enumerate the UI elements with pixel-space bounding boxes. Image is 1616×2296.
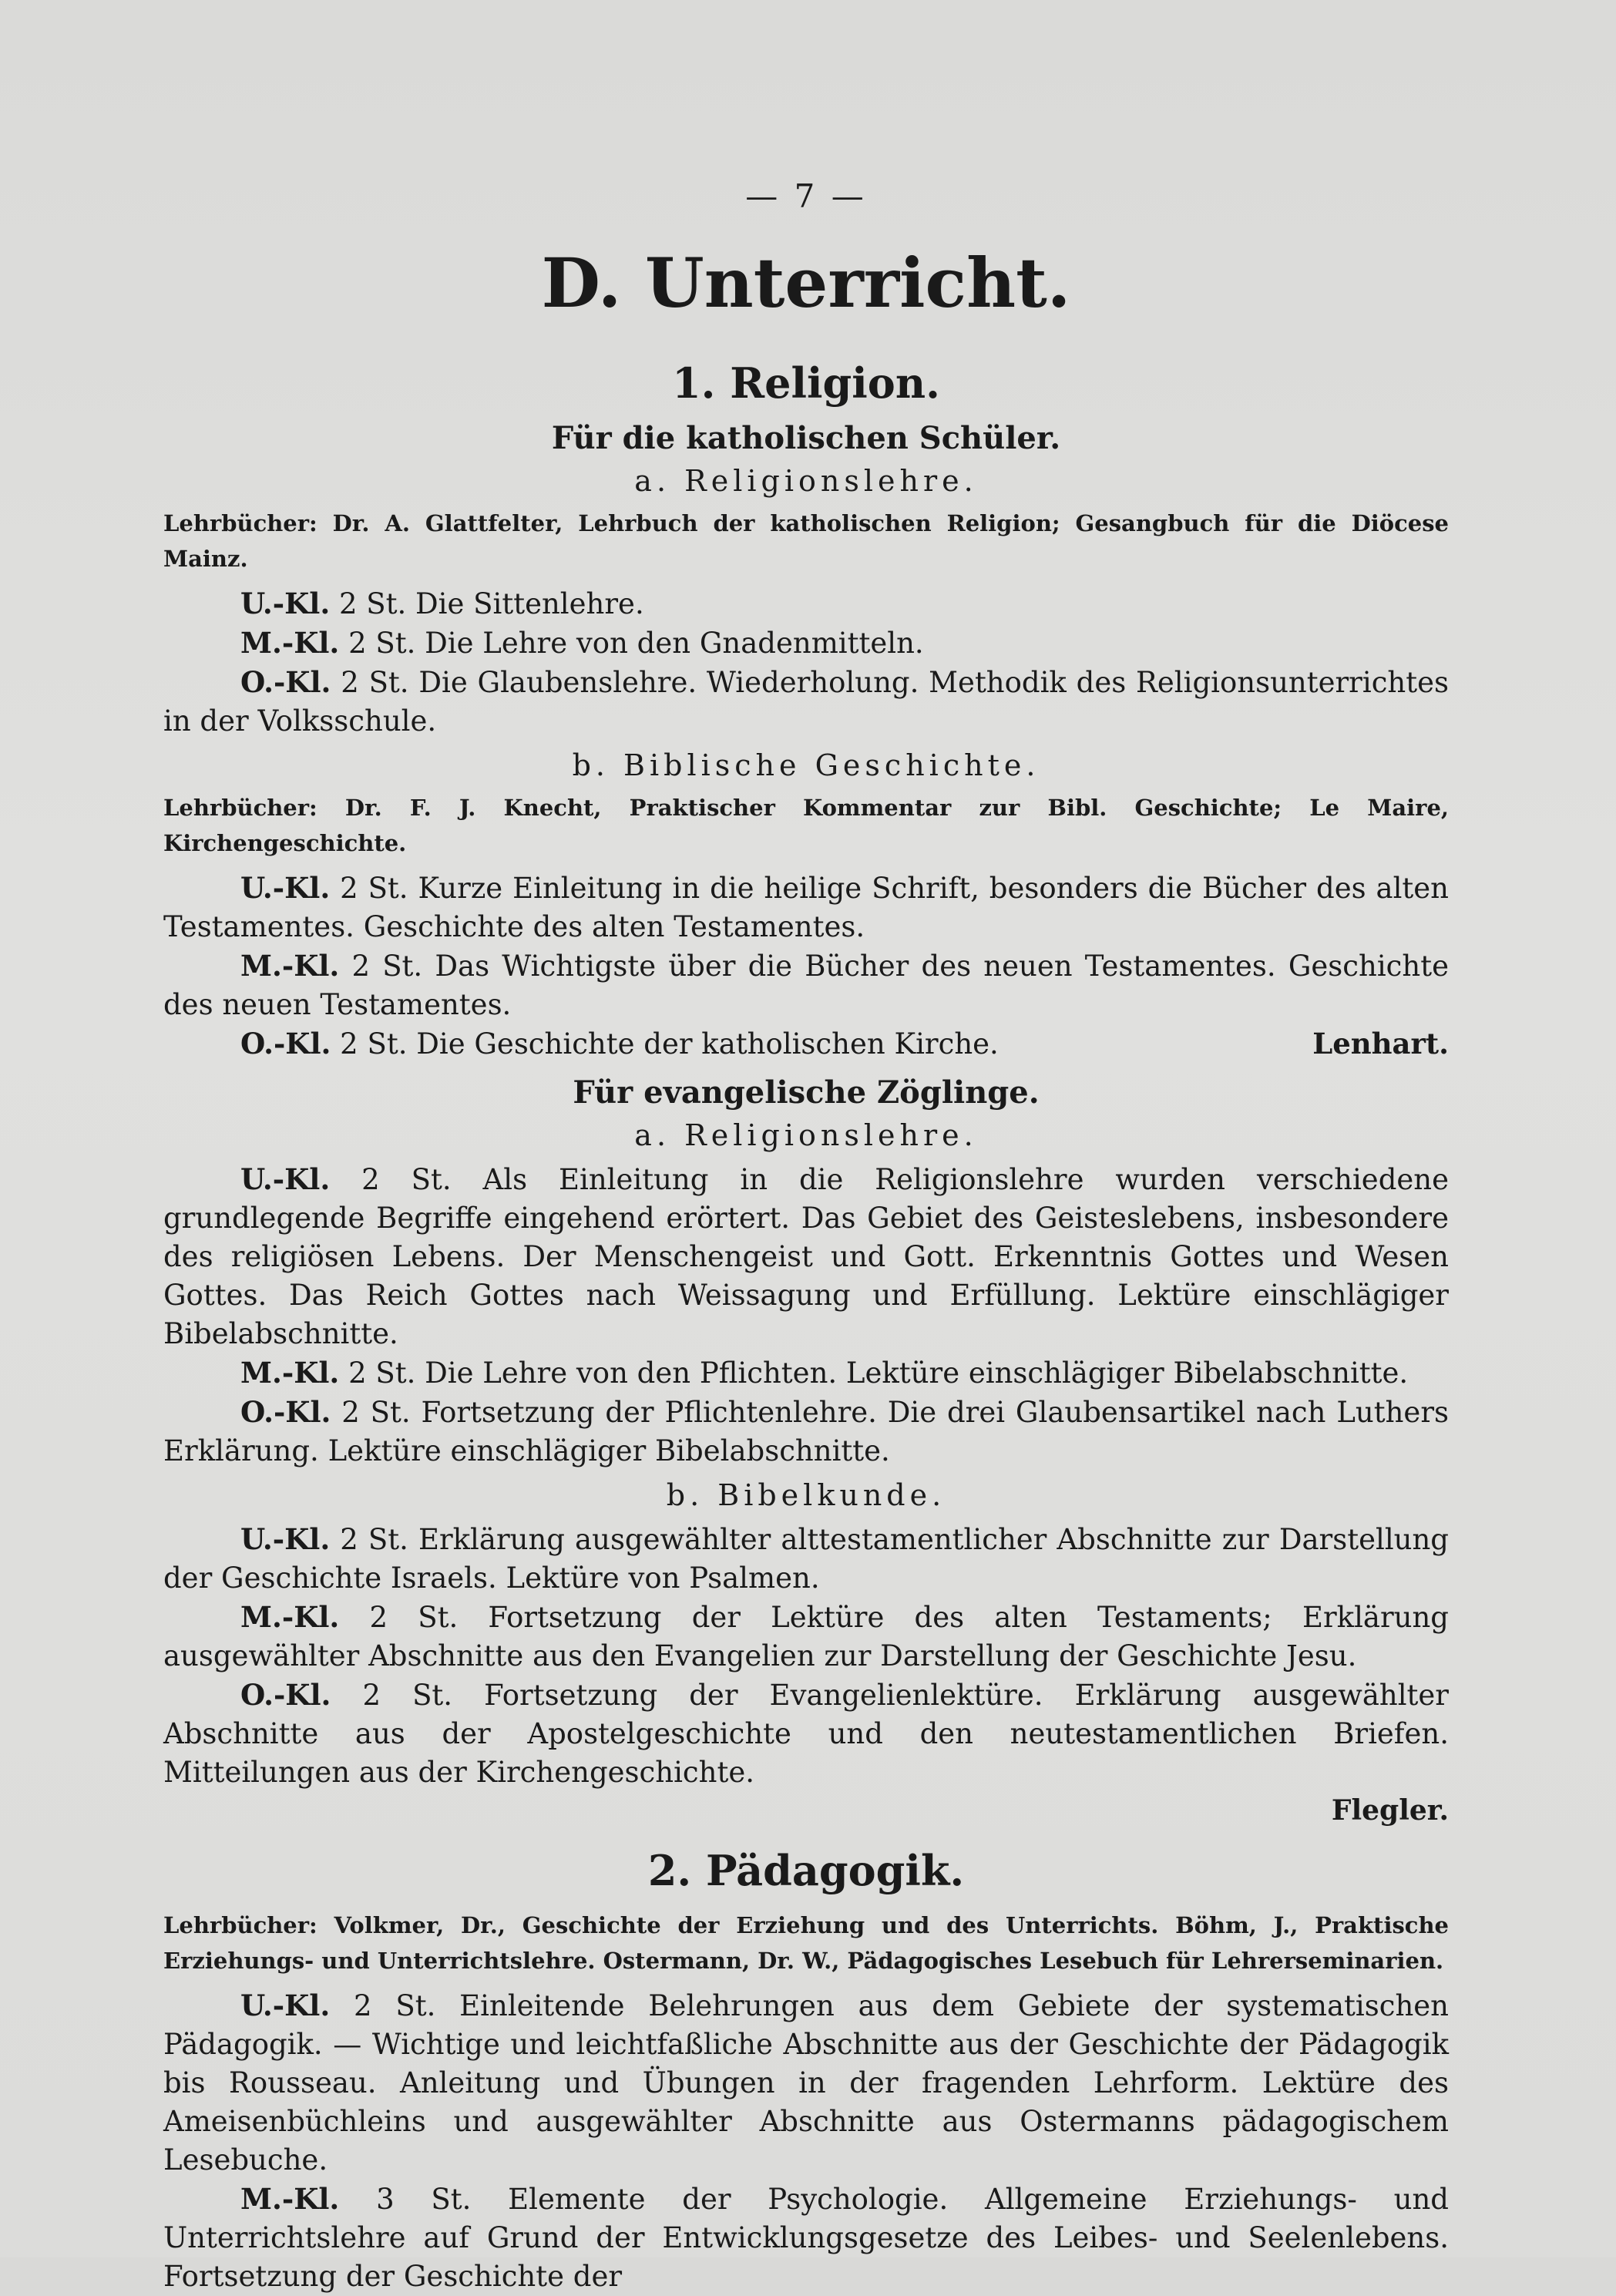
class-label: U.-Kl. <box>240 871 331 905</box>
evangelical-a-m-kl <box>163 1353 1449 1393</box>
evangelical-b-o-kl <box>163 1676 1449 1792</box>
class-label: O.-Kl. <box>240 1395 331 1429</box>
class-text: 2 St. Fortsetzung der Lektüre des alten Testaments; Erklärung ausgewählter Abschnitte aus den Evangelien zur Darstellung der Geschichte Jesu. <box>163 1601 1449 1672</box>
class-text: 2 St. Die Lehre von den Pflichten. Lektüre einschlägiger Bibelabschnitte. <box>348 1356 1409 1390</box>
page-content <box>163 177 1449 2296</box>
section-paedagogik-title: 2. Pädagogik. <box>647 1846 965 1895</box>
catholic-b-m-kl <box>163 946 1449 1024</box>
class-label: U.-Kl. <box>240 1162 331 1196</box>
evangelical-b-m-kl <box>163 1598 1449 1676</box>
catholic-a-title: a. Religionslehre. <box>634 464 978 498</box>
class-text: 2 St. Das Wichtigste über die Bücher des neuen Testamentes. Geschichte des neuen Testamentes. <box>163 950 1449 1021</box>
teacher-signature: Flegler. <box>1331 1794 1449 1827</box>
class-text: 2 St. Als Einleitung in die Religionslehre wurden verschiedene grundlegende Begriffe eingehend erörtert. Das Gebiet des Geisteslebens, insbesondere des religiösen Lebens. Der Menschengeist und Gott. Erkenntnis Gottes und Wesen Gottes. Das Reich Gottes nach Weissagung und Erfüllung. Lektüre einschlägiger Bibelabschnitte. <box>163 1163 1450 1350</box>
class-label: M.-Kl. <box>240 2182 340 2216</box>
class-label: M.-Kl. <box>240 949 340 983</box>
class-label: M.-Kl. <box>240 1356 340 1390</box>
class-label: M.-Kl. <box>240 626 340 660</box>
class-text: 2 St. Fortsetzung der Evangelienlektüre. Erklärung ausgewählter Abschnitte aus der Apostelgeschichte und den neutestamentlichen Briefen. Mitteilungen aus der Kirchengeschichte. <box>163 1679 1449 1789</box>
class-text: 2 St. Einleitende Belehrungen aus dem Gebiete der systematischen Pädagogik. — Wichtige und leichtfaßliche Abschnitte aus der Geschichte der Pädagogik bis Rousseau. Anleitung und Übungen in der fragenden Lehrform. Lektüre des Ameisenbüchleins und ausgewählter Abschnitte aus Ostermanns pädagogischem Lesebuche. <box>163 1989 1449 2177</box>
evangelical-heading: Für evangelische Zöglinge. <box>573 1074 1040 1111</box>
class-text: 2 St. Kurze Einleitung in die heilige Schrift, besonders die Bücher des alten Testamentes. Geschichte des alten Testamentes. <box>163 872 1449 943</box>
class-label: M.-Kl. <box>240 1600 340 1634</box>
catholic-a-o-kl <box>163 663 1449 741</box>
paedagogik-u-kl <box>163 1986 1449 2180</box>
paedagogik-textbooks: Lehrbücher: Volkmer, Dr., Geschichte der Erziehung und des Unterrichts. Böhm, J., Praktische Erziehungs- und Unterrichtslehre. Ostermann, Dr. W., Pädagogisches Lesebuch für Lehrerseminarien. <box>163 1912 1449 1974</box>
evangelical-b-u-kl <box>163 1520 1449 1598</box>
evangelical-a-o-kl <box>163 1393 1449 1471</box>
class-text: 2 St. Die Geschichte der katholischen Kirche. <box>340 1027 999 1061</box>
class-text: 3 St. Elemente der Psychologie. Allgemeine Erziehungs- und Unterrichtslehre auf Grund der Entwicklungsgesetze des Leibes- und Seelenlebens. Fortsetzung der Geschichte der <box>163 2183 1449 2293</box>
section-religion-title: 1. Religion. <box>672 358 940 408</box>
class-label: U.-Kl. <box>240 1522 331 1556</box>
catholic-a-textbooks: Lehrbücher: Dr. A. Glattfelter, Lehrbuch der katholischen Religion; Gesangbuch für die Diöcese Mainz. <box>163 510 1449 572</box>
class-label: O.-Kl. <box>240 1678 331 1712</box>
class-label: U.-Kl. <box>240 1988 331 2022</box>
catholic-b-u-kl <box>163 869 1449 946</box>
paedagogik-m-kl <box>163 2180 1449 2296</box>
catholic-heading: Für die katholischen Schüler. <box>551 420 1061 456</box>
catholic-a-u-kl <box>163 584 1449 624</box>
class-text: 2 St. Erklärung ausgewählter alttestamentlicher Abschnitte zur Darstellung der Geschichte Israels. Lektüre von Psalmen. <box>163 1523 1449 1595</box>
class-text: 2 St. Die Sittenlehre. <box>338 587 644 620</box>
main-heading: D. Unterricht. <box>541 243 1071 323</box>
class-label: O.-Kl. <box>240 1027 331 1061</box>
class-text: 2 St. Die Glaubenslehre. Wiederholung. Methodik des Religionsunterrichtes in der Volksschule. <box>163 666 1449 738</box>
teacher-signature: Lenhart. <box>1312 1027 1449 1061</box>
catholic-a-m-kl <box>163 624 1449 663</box>
catholic-b-textbooks: Lehrbücher: Dr. F. J. Knecht, Praktischer Kommentar zur Bibl. Geschichte; Le Maire, Kirchengeschichte. <box>163 795 1449 856</box>
evangelical-a-u-kl <box>163 1160 1449 1353</box>
evangelical-b-title: b. Bibelkunde. <box>666 1478 946 1512</box>
class-text: 2 St. Die Lehre von den Gnadenmitteln. <box>348 627 924 660</box>
catholic-b-o-kl <box>163 1024 1449 1064</box>
class-label: U.-Kl. <box>240 587 331 620</box>
page-number: — 7 — <box>745 177 867 215</box>
class-label: O.-Kl. <box>240 665 331 699</box>
catholic-b-title: b. Biblische Geschichte. <box>572 748 1040 782</box>
class-text: 2 St. Fortsetzung der Pflichtenlehre. Die drei Glaubensartikel nach Luthers Erklärung. Lektüre einschlägiger Bibelabschnitte. <box>163 1396 1449 1467</box>
evangelical-a-title: a. Religionslehre. <box>634 1118 978 1152</box>
